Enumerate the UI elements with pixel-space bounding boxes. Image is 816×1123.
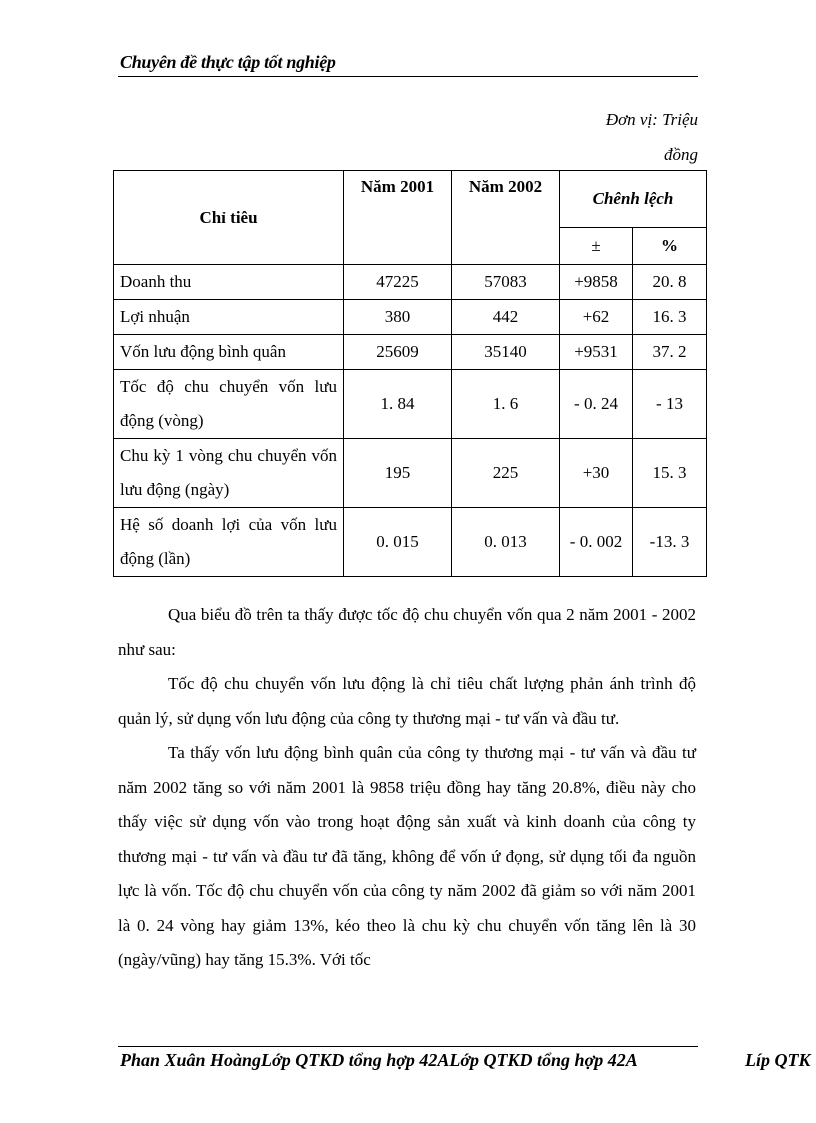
value-2002: 35140 xyxy=(452,335,560,370)
paragraph-1: Qua biểu đồ trên ta thấy được tốc độ chu chuyển vốn qua 2 năm 2001 - 2002 như sau: xyxy=(118,605,696,659)
header-difference: Chênh lệch xyxy=(560,171,707,228)
table-row xyxy=(114,300,707,335)
value-2001: 1. 84 xyxy=(344,370,452,439)
table-row xyxy=(114,265,707,300)
capital-turnover-table xyxy=(113,170,707,577)
value-2002: 57083 xyxy=(452,265,560,300)
value-absolute: +9531 xyxy=(560,335,633,370)
row-label: Doanh thu xyxy=(114,265,344,300)
header-percent: % xyxy=(633,228,707,265)
footer-divider xyxy=(118,1046,698,1047)
value-2002: 225 xyxy=(452,439,560,508)
page-header-title: Chuyên đề thực tập tốt nghiệp xyxy=(120,52,336,72)
row-label: Vốn lưu động bình quân xyxy=(114,335,344,370)
header-indicator: Chỉ tiêu xyxy=(114,171,344,265)
value-percent: 15. 3 xyxy=(633,439,707,508)
row-label: Hệ số doanh lợi của vốn lưu động (lần) xyxy=(114,508,344,577)
value-percent: 37. 2 xyxy=(633,335,707,370)
value-2001: 195 xyxy=(344,439,452,508)
value-absolute: +62 xyxy=(560,300,633,335)
row-label: Tốc độ chu chuyển vốn lưu động (vòng) xyxy=(114,370,344,439)
table-row xyxy=(114,508,707,577)
value-absolute: - 0. 002 xyxy=(560,508,633,577)
value-2001: 380 xyxy=(344,300,452,335)
footer-class-truncated: Líp QTK xyxy=(745,1050,811,1070)
footer-author-class: Phan Xuân HoàngLớp QTKD tổng hợp 42ALớp QTKD tổng hợp 42A xyxy=(120,1050,638,1070)
header-absolute: ± xyxy=(560,228,633,265)
row-label: Chu kỳ 1 vòng chu chuyển vốn lưu động (ngày) xyxy=(114,439,344,508)
header-divider xyxy=(118,76,698,77)
value-percent: 20. 8 xyxy=(633,265,707,300)
unit-note xyxy=(498,102,698,172)
table-row xyxy=(114,439,707,508)
header-year-2002: Năm 2002 xyxy=(452,171,560,265)
value-2002: 1. 6 xyxy=(452,370,560,439)
value-percent: -13. 3 xyxy=(633,508,707,577)
header-year-2001: Năm 2001 xyxy=(344,171,452,265)
value-absolute: - 0. 24 xyxy=(560,370,633,439)
value-percent: 16. 3 xyxy=(633,300,707,335)
body-text xyxy=(118,598,696,978)
value-percent: - 13 xyxy=(633,370,707,439)
unit-line-1: Đơn vị: Triệu xyxy=(605,110,698,129)
paragraph-2: Tốc độ chu chuyển vốn lưu động là chỉ tiêu chất lượng phản ánh trình độ quản lý, sử dụng vốn lưu động của công ty thương mại - tư vấn và đầu tư. xyxy=(118,674,696,728)
value-2002: 442 xyxy=(452,300,560,335)
value-2001: 47225 xyxy=(344,265,452,300)
paragraph-3: Ta thấy vốn lưu động bình quân của công ty thương mại - tư vấn và đầu tư năm 2002 tăng so với năm 2001 là 9858 triệu đồng hay tăng 20.8%, điều này cho thấy việc sử dụng vốn vào trong hoạt động sản xuất và kinh doanh của công ty thương mại - tư vấn và đầu tư đã tăng, không để vốn ứ đọng, sử dụng tối đa nguồn lực là vốn. Tốc độ chu chuyển vốn của công ty năm 2002 đã giảm so với năm 2001 là 0. 24 vòng hay giảm 13%, kéo theo là chu kỳ chu chuyển vốn tăng lên là 30 (ngày/vũng) hay tăng 15.3%. Với tốc xyxy=(118,743,696,969)
value-absolute: +30 xyxy=(560,439,633,508)
unit-line-2: đồng xyxy=(664,145,698,164)
value-2001: 0. 015 xyxy=(344,508,452,577)
row-label: Lợi nhuận xyxy=(114,300,344,335)
value-2002: 0. 013 xyxy=(452,508,560,577)
value-absolute: +9858 xyxy=(560,265,633,300)
value-2001: 25609 xyxy=(344,335,452,370)
table-row xyxy=(114,335,707,370)
table-row xyxy=(114,370,707,439)
